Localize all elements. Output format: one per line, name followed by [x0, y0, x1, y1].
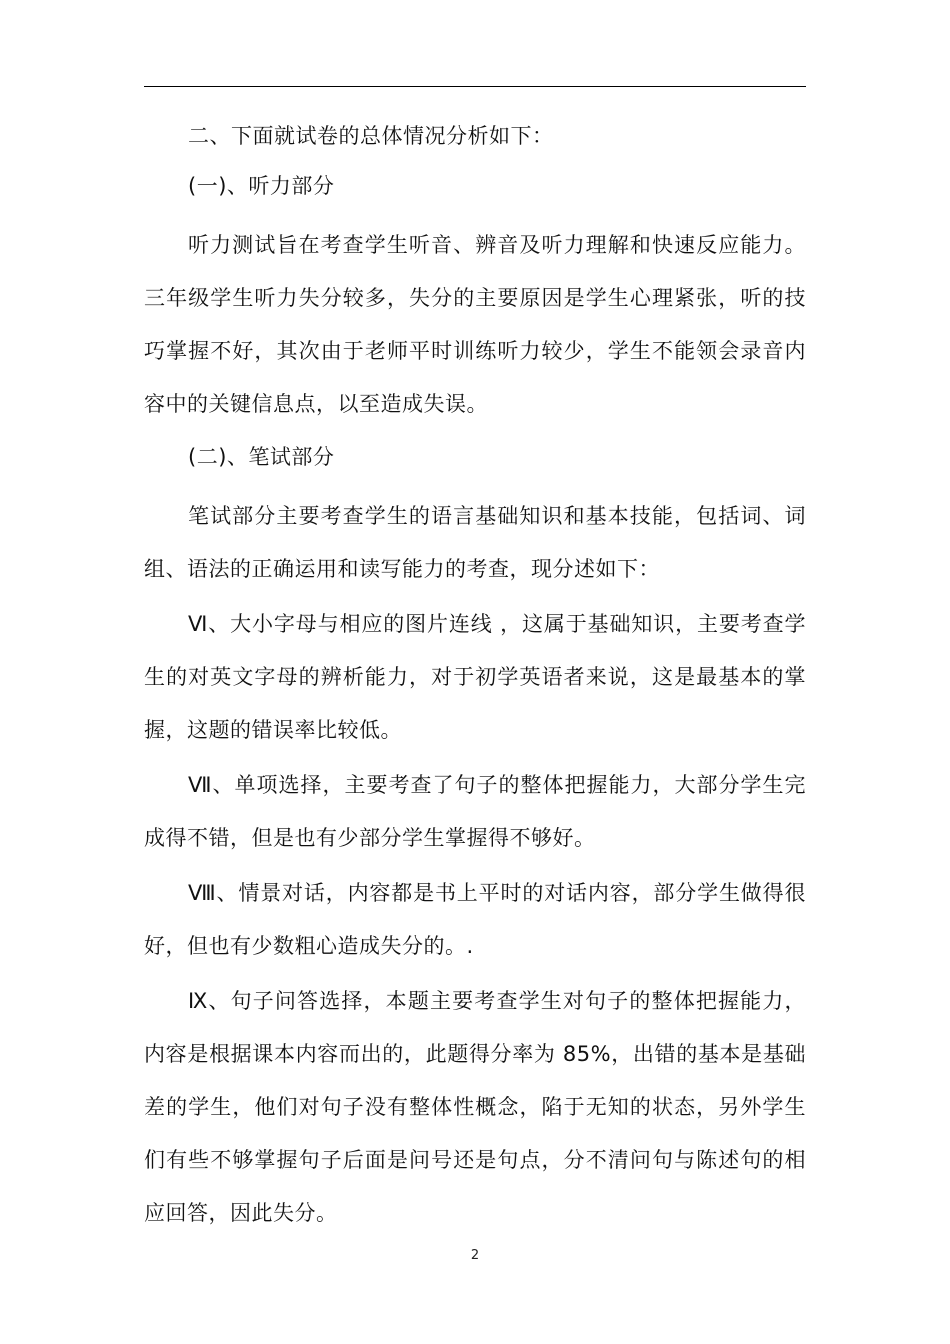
subsection-heading-listening: (一)、听力部分: [188, 174, 335, 198]
paragraph-listening: 听力测试旨在考查学生听音、辨音及听力理解和快速反应能力。三年级学生听力失分较多，失分的主要原因是学生心理紧张，听的技巧掌握不好，其次由于老师平时训练听力较少，学生不能领会录音内容中的关键信息点，以至造成失误。: [144, 233, 806, 416]
document-body: [144, 112, 806, 1240]
header-rule: [144, 86, 806, 87]
page-number: 2: [470, 1248, 480, 1263]
paragraph-item-7: Ⅶ、单项选择，主要考查了句子的整体把握能力，大部分学生完成得不错，但是也有少部分学生掌握得不够好。: [144, 773, 806, 850]
section-heading: 二、下面就试卷的总体情况分析如下：: [188, 124, 554, 148]
paragraph-item-6: Ⅵ、大小字母与相应的图片连线 ，这属于基础知识，主要考查学生的对英文字母的辨析能力，对于初学英语者来说，这是最基本的掌握，这题的错误率比较低。: [144, 612, 806, 742]
paragraph-item-8: Ⅷ、情景对话，内容都是书上平时的对话内容，部分学生做得很好，但也有少数粗心造成失分的。.: [144, 881, 806, 958]
paragraph-written-intro: 笔试部分主要考查学生的语言基础知识和基本技能，包括词、词组、语法的正确运用和读写能力的考查，现分述如下：: [144, 504, 806, 581]
paragraph-item-9: Ⅸ、句子问答选择，本题主要考查学生对句子的整体把握能力，内容是根据课本内容而出的，此题得分率为 85%，出错的基本是基础差的学生，他们对句子没有整体性概念，陷于无知的状态，另外学生们有些不够掌握句子后面是问号还是句点，分不清问句与陈述句的相应回答，因此失分。: [144, 989, 806, 1225]
subsection-heading-written: (二)、笔试部分: [188, 445, 335, 469]
